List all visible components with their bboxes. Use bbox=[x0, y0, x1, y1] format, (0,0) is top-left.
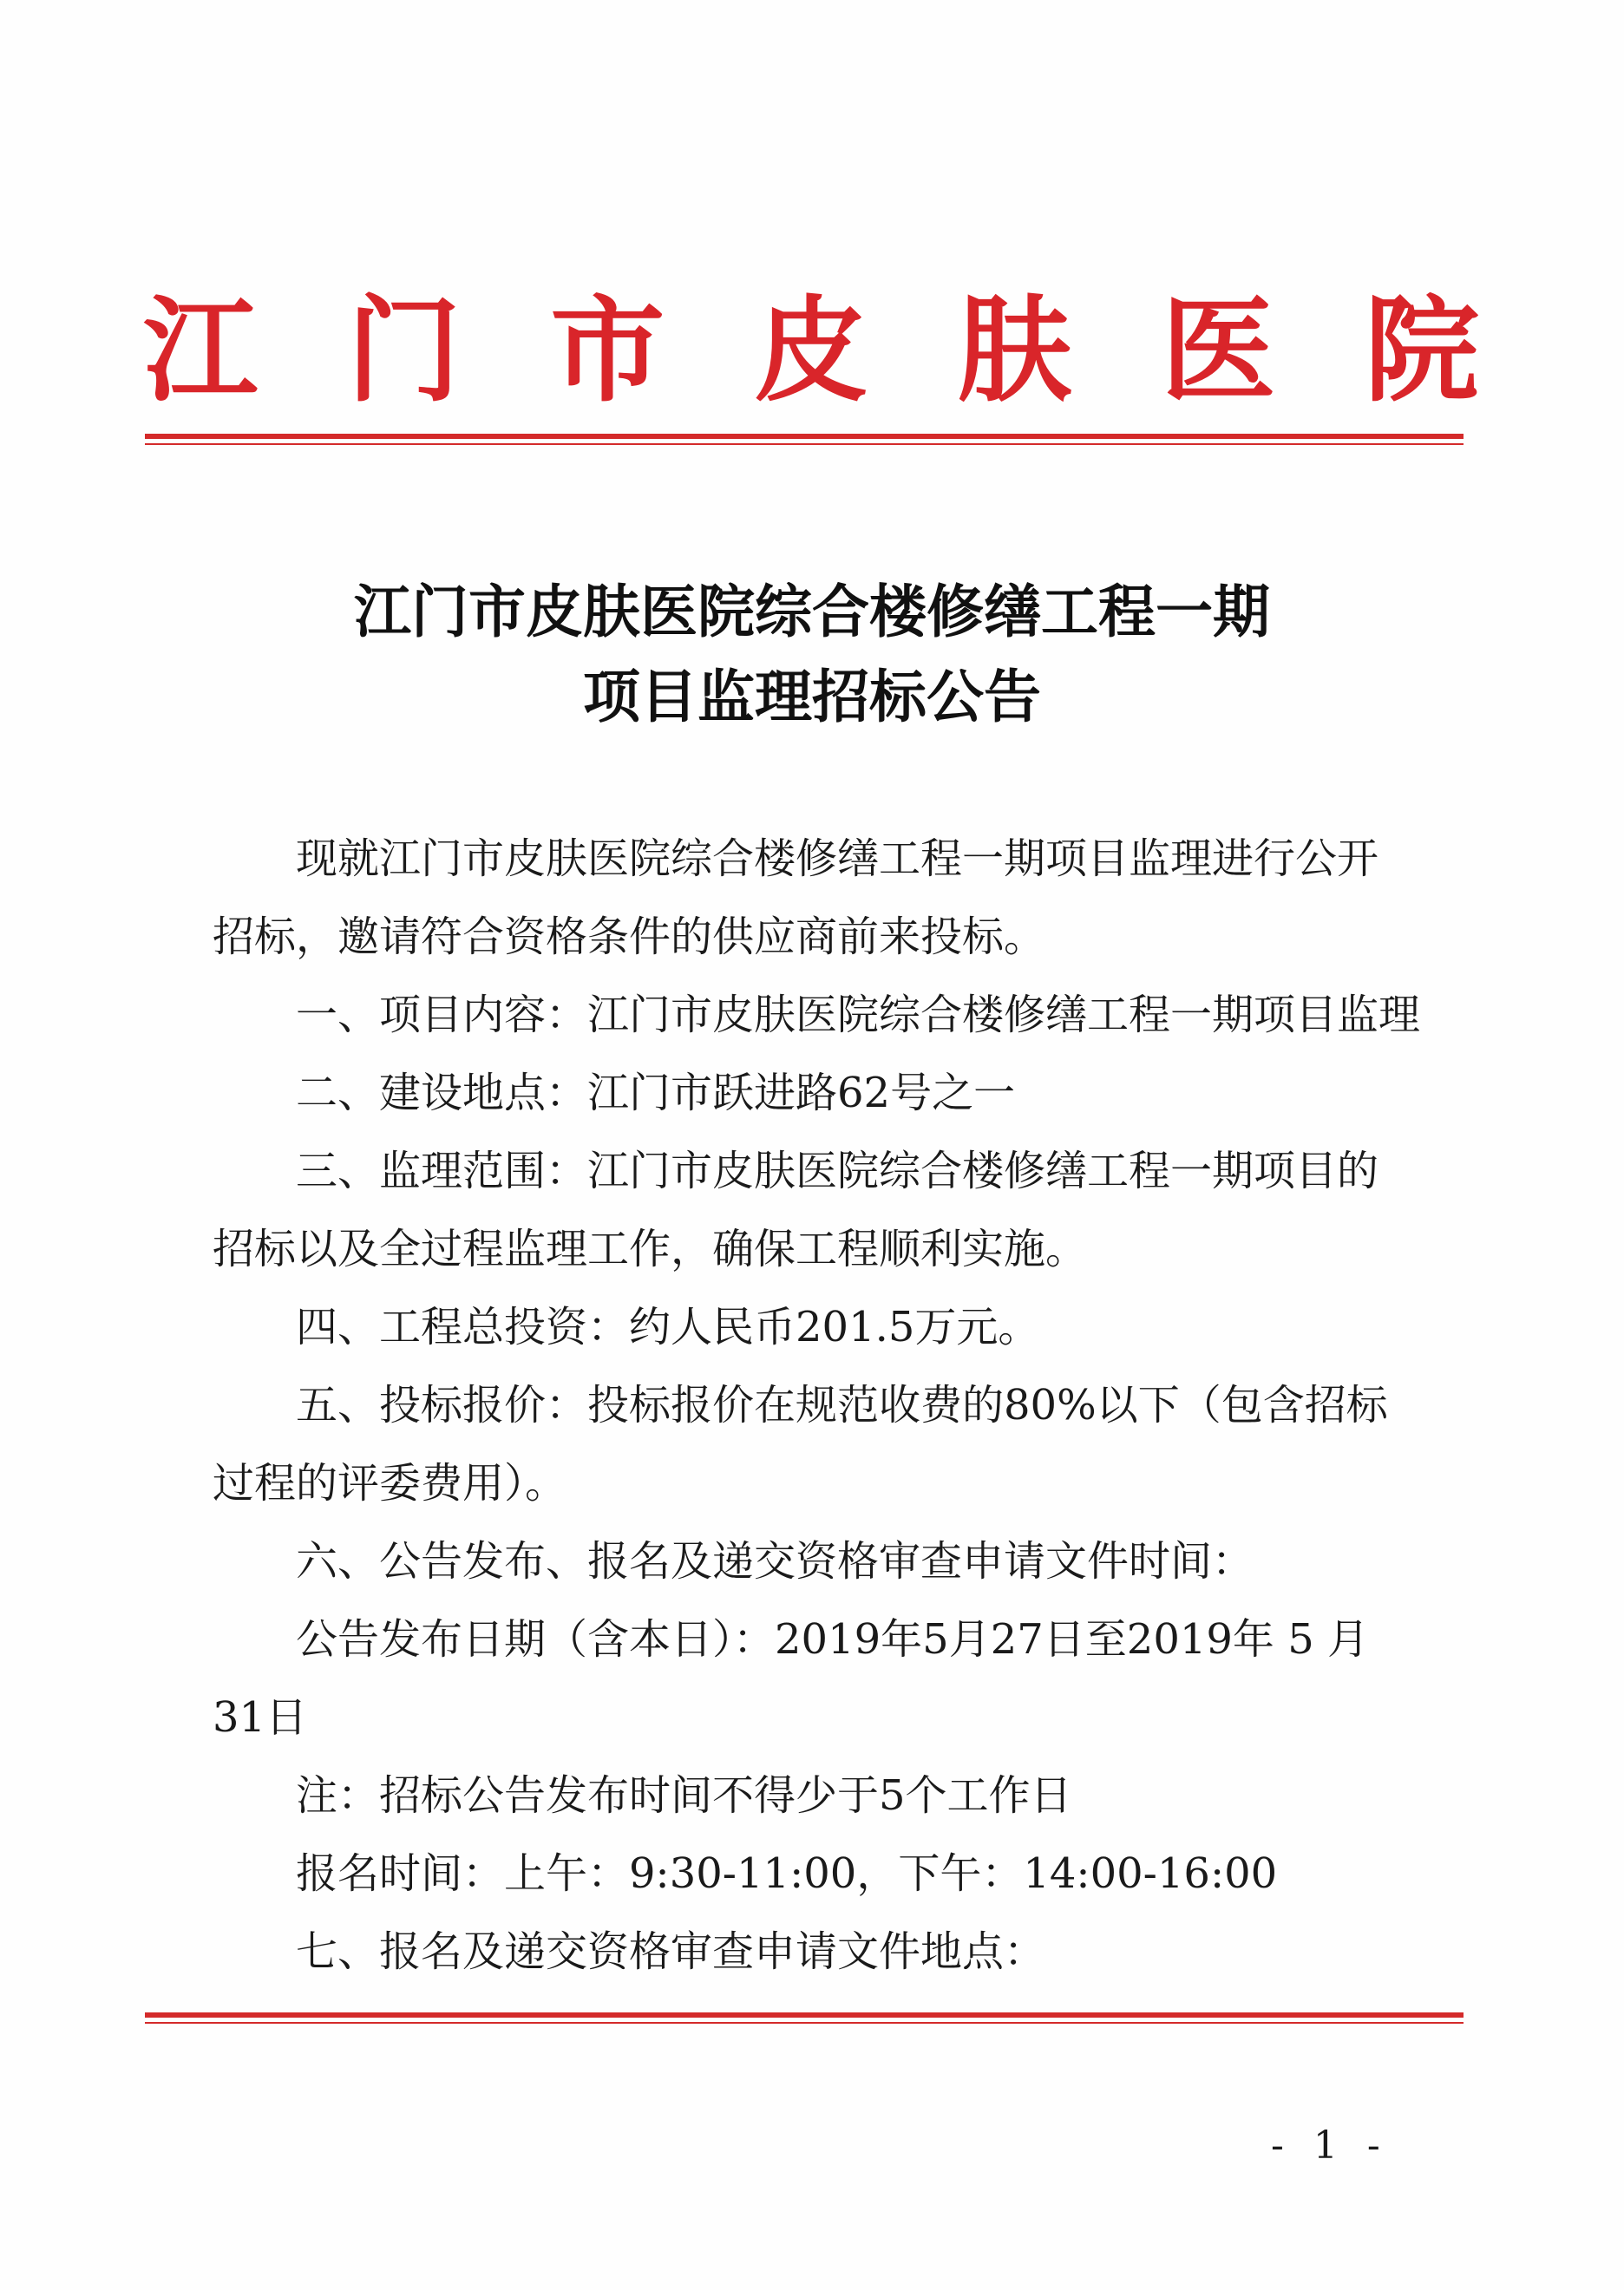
item-submission-location: 七、报名及递交资格审查申请文件地点： bbox=[296, 1927, 1046, 1976]
page-number: - 1 - bbox=[1271, 2123, 1389, 2168]
item-bid-price: 五、投标报价：投标报价在规范收费的80%以下（包含招标过程的评委费用）。 bbox=[213, 1381, 1388, 1508]
item-project-content: 一、项目内容：江门市皮肤医院综合楼修缮工程一期项目监理 bbox=[296, 991, 1421, 1039]
notice-body bbox=[213, 820, 1421, 1991]
intro-paragraph: 现就江门市皮肤医院综合楼修缮工程一期项目监理进行公开招标，邀请符合资格条件的供应商前来投标。 bbox=[213, 834, 1379, 961]
letterhead-divider bbox=[145, 434, 1464, 445]
letterhead-char: 医 bbox=[1161, 284, 1276, 418]
item-construction-site: 二、建设地点：江门市跃进路62号之一 bbox=[296, 1069, 1016, 1117]
notice-title-line-1: 江门市皮肤医院综合楼修缮工程一期 bbox=[354, 578, 1270, 645]
letterhead-char: 肤 bbox=[957, 284, 1072, 418]
divider-thick-line bbox=[145, 2012, 1464, 2018]
item-supervision-scope: 三、监理范围：江门市皮肤医院综合楼修缮工程一期项目的招标以及全过程监理工作，确保工程顺利实施。 bbox=[213, 1147, 1379, 1273]
letterhead-char: 皮 bbox=[753, 284, 868, 418]
letterhead-title bbox=[143, 282, 1479, 421]
footer-divider bbox=[145, 2012, 1464, 2024]
divider-thick-line bbox=[145, 434, 1464, 439]
letterhead-char: 江 bbox=[143, 284, 258, 418]
letterhead-char: 市 bbox=[550, 284, 665, 418]
registration-hours: 报名时间：上午：9:30-11:00，下午：14:00-16:00 bbox=[296, 1849, 1278, 1898]
notice-title-line-2: 项目监理招标公告 bbox=[583, 663, 1041, 730]
divider-thin-line bbox=[145, 2022, 1464, 2024]
item-announcement-time: 六、公告发布、报名及递交资格审查申请文件时间： bbox=[296, 1537, 1254, 1586]
letterhead-char: 院 bbox=[1364, 284, 1479, 418]
letterhead-char: 门 bbox=[346, 284, 462, 418]
divider-thin-line bbox=[145, 443, 1464, 445]
announcement-date-range: 公告发布日期（含本日）：2019年5月27日至2019年 5 月31日 bbox=[213, 1615, 1369, 1742]
item-total-investment: 四、工程总投资：约人民币201.5万元。 bbox=[296, 1303, 1040, 1351]
note-minimum-days: 注：招标公告发布时间不得少于5个工作日 bbox=[296, 1771, 1072, 1820]
